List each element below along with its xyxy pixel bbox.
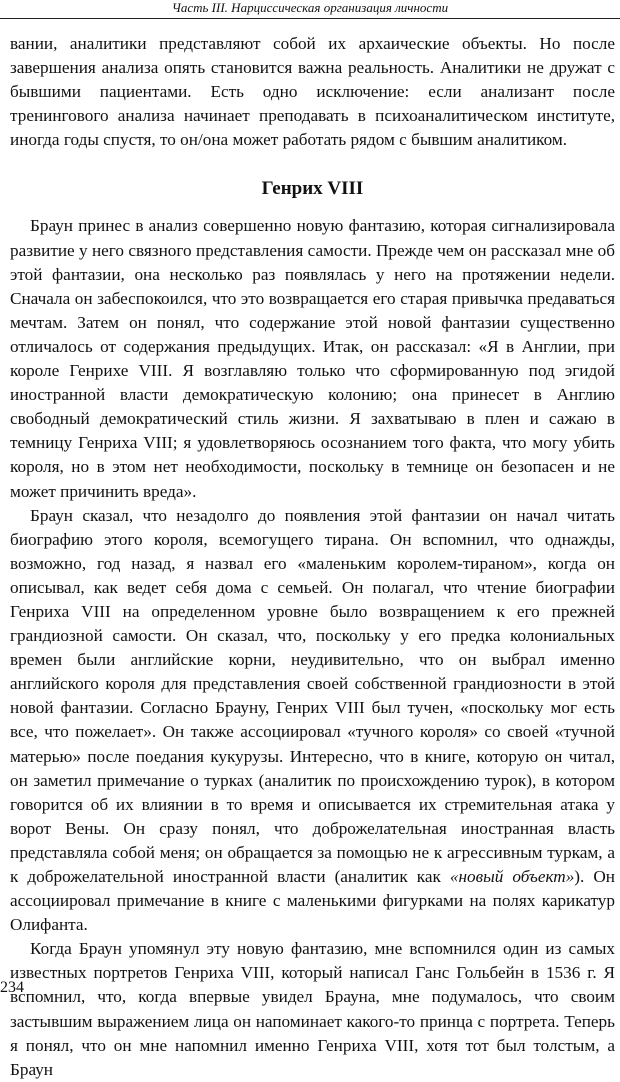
paragraph-biography (10, 504, 615, 938)
running-header: Часть III. Нарциссическая организация личности (0, 0, 620, 19)
paragraph-portrait: Когда Браун упомянул эту новую фантазию, мне вспомнился один из самых известных портретов Генриха VIII, который написал Ганс Гольбейн в 1536 г. Я вспомнил, что, когда впервые увидел Брауна, мне подумалось, что своим застывшим выражением лица он напоминает какого-то принца с портрета. Теперь я понял, что он мне напомнил именно Генриха VIII, хотя тот был толстым, а Браун (10, 939, 615, 1079)
paragraph-biography-text-b: ). Он ассоциировал примечание в книге с маленькими фигурками на полях карикатур Олифанта. (10, 867, 615, 935)
body-text (10, 32, 615, 1082)
italic-phrase: «новый объект» (449, 867, 575, 886)
section-title: Генрих VIII (261, 178, 364, 200)
paragraph-fantasy: Браун принес в анализ совершенно новую фантазию, которая сигнализировала развитие у него связного представления самости. Прежде чем он рассказал мне об этой фантазии, она несколько раз появлялась у него на протяжении недели. Сначала он забеспокоился, что это возвращается его старая привычка предаваться мечтам. Затем он понял, что содержание этой новой фантазии существенно отличалось от содержания предыдущих. Итак, он рассказал: «Я в Англии, при короле Генрихе VIII. Я возглавляю только что сформированную под эгидой иностранной власти демократическую колонию; она принесет в Англию свободный демократический стиль жизни. Я захватываю в плен и сажаю в темницу Генриха VIII; я удовлетворяюсь осознанием того факта, что могу убить короля, но в этом нет необходимости, поскольку в темнице он безопасен и не может причинить вреда». (10, 216, 615, 501)
paragraph-biography-text-a: Браун сказал, что незадолго до появления этой фантазии он начал читать биографию этого короля, всемогущего тирана. Он вспомнил, что однажды, возможно, год назад, я назвал его «маленьким королем-тираном», когда он описывал, как ведет себя дома с семьей. Он полагал, что чтение биографии Генриха VIII на определенном уровне было возвращением к его прежней грандиозной самости. Он сказал, что, поскольку у его предка колониальных времен были английские корни, неудивительно, что он выбрал именно английского короля для представления своей собственной грандиозности в этой новой фантазии. Согласно Брауну, Генрих VIII был тучен, «поскольку мог есть все, что пожелает». Он также ассоциировал «тучного короля» со своей «тучной матерью» после поедания кукурузы. Интересно, что в книге, которую он читал, он заметил примечание о турках (аналитик по происхождению турок), в котором говорится об их влиянии в то время и описывается их стремительная атака у ворот Вены. Он сразу понял, что доброжелательная иностранная власть представляла собой меня; он обращается за помощью не к агрессивным туркам, а к доброжелательной иностранной власти (аналитик как (10, 505, 615, 886)
page-number: 234 (0, 979, 24, 996)
intro-paragraph: вании, аналитики представляют собой их архаические объекты. Но после завершения анализа опять становится важна реальность. Аналитики не дружат с бывшими пациентами. Есть одно исключение: если анализант после тренингового анализа начинает преподавать в психоаналитическом институте, иногда годы спустя, то он/она может работать рядом с бывшим аналитиком. (10, 34, 615, 150)
